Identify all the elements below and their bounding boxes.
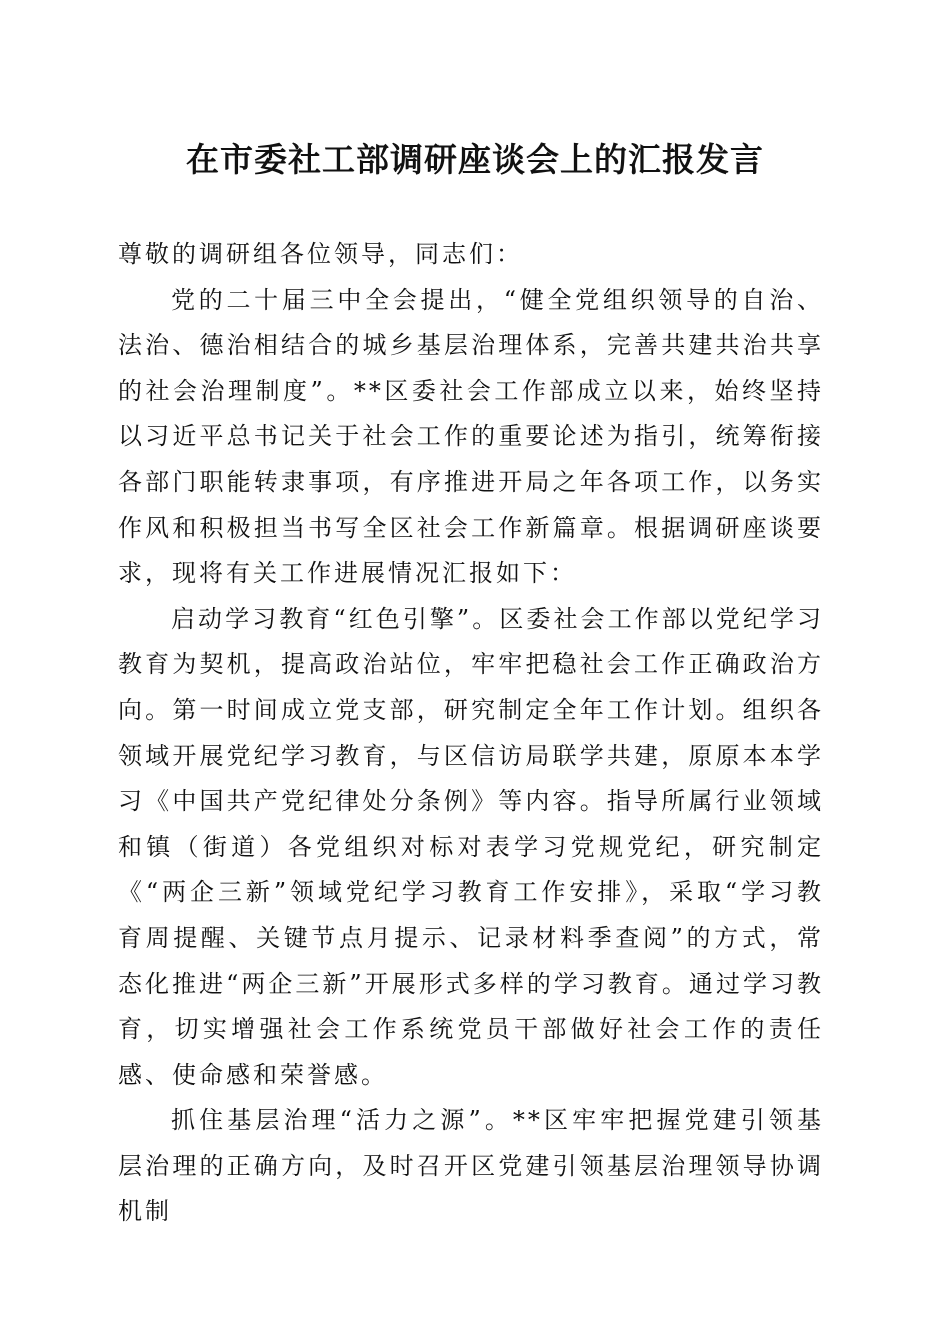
paragraph-study-education: 启动学习教育“红色引擎”。区委社会工作部以党纪学习教育为契机，提高政治站位，牢牢把稳社会工作正确政治方向。第一时间成立党支部，研究制定全年工作计划。组织各领域开展党纪学习教育，与区信访局联学共建，原原本本学习《中国共产党纪律处分条例》等内容。指导所属行业领域和镇（街道）各党组织对标对表学习党规党纪，研究制定《“两企三新”领域党纪学习教育工作安排》，采取“学习教育周提醒、关键节点月提示、记录材料季查阅”的方式，常态化推进“两企三新”开展形式多样的学习教育。通过学习教育，切实增强社会工作系统党员干部做好社会工作的责任感、使命感和荣誉感。	[118, 604, 824, 1089]
paragraph-intro: 党的二十届三中全会提出，“健全党组织领导的自治、法治、德治相结合的城乡基层治理体系，完善共建共治共享的社会治理制度”。**区委社会工作部成立以来，始终坚持以习近平总书记关于社会工作的重要论述为指引，统筹衔接各部门职能转隶事项，有序推进开局之年各项工作，以务实作风和积极担当书写全区社会工作新篇章。根据调研座谈要求，现将有关工作进展情况汇报如下：	[118, 285, 824, 588]
salutation: 尊敬的调研组各位领导，同志们：	[118, 240, 523, 268]
paragraph-grassroots-governance: 抓住基层治理“活力之源”。**区牢牢把握党建引领基层治理的正确方向，及时召开区党建引领基层治理领导协调机制	[118, 1106, 824, 1226]
document-title: 在市委社工部调研座谈会上的汇报发言	[186, 140, 764, 179]
document-body	[118, 232, 824, 1235]
